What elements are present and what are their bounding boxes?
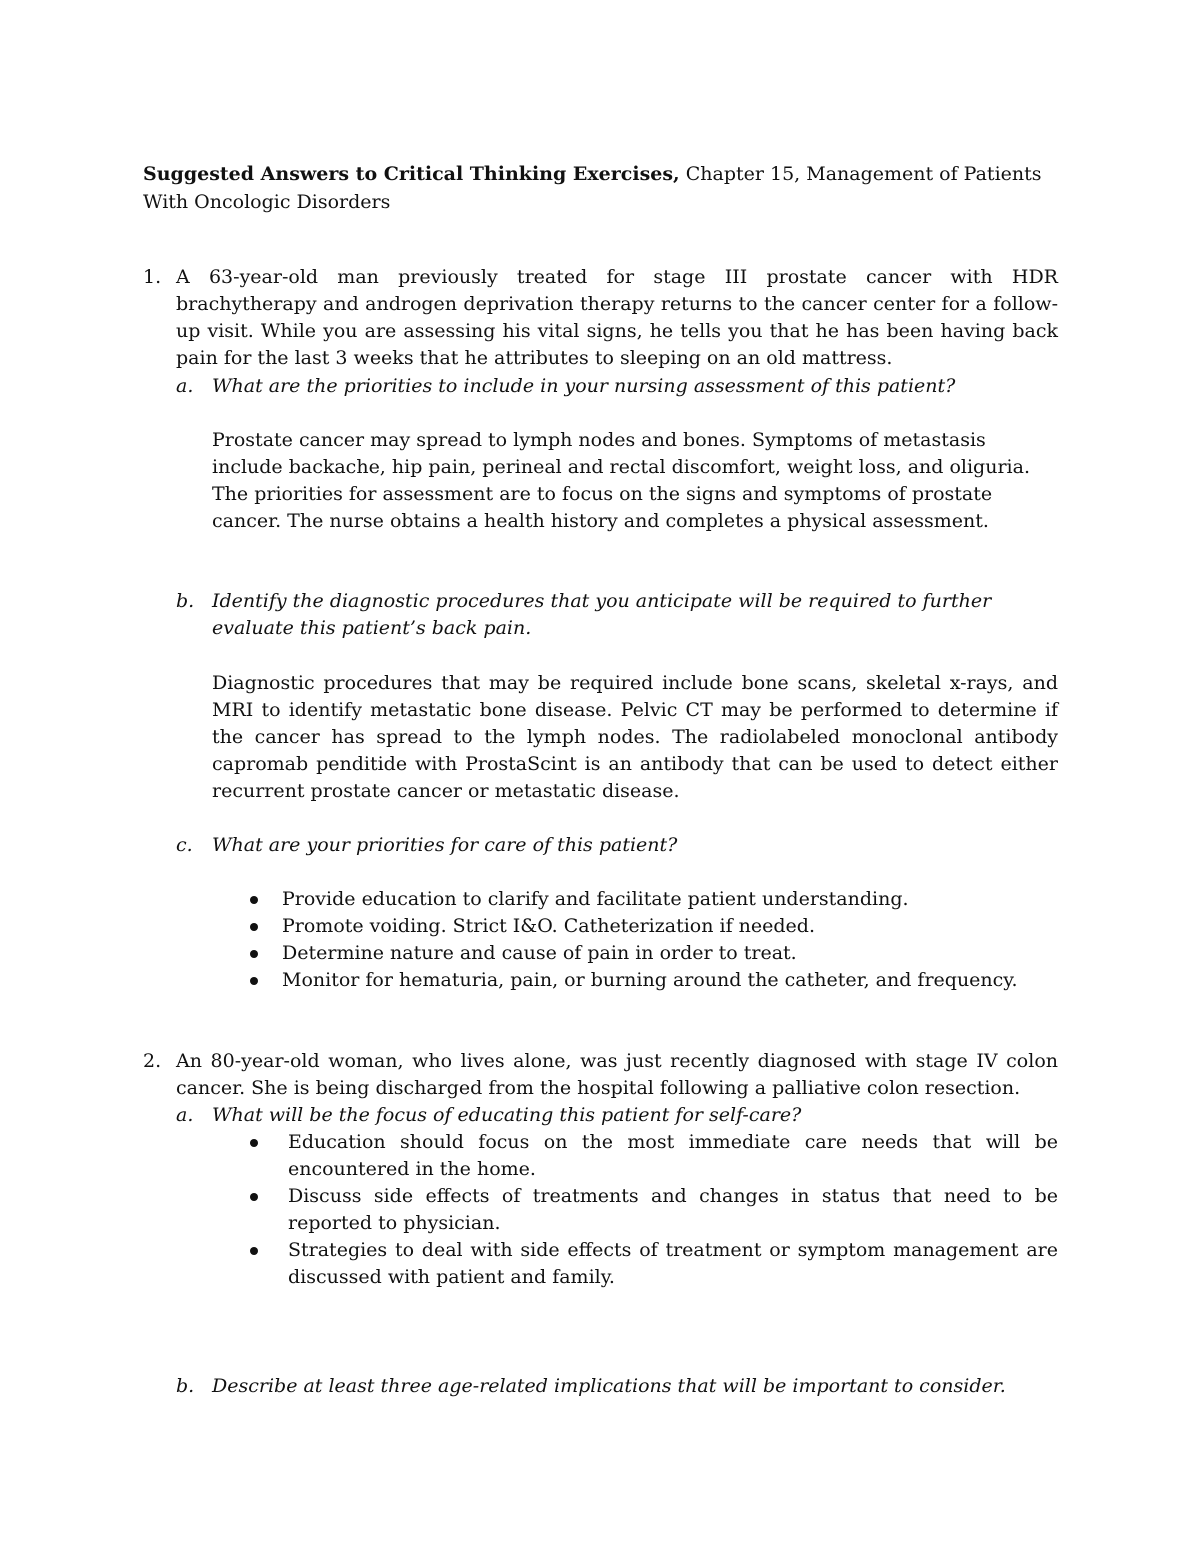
answer-1a — [212, 427, 1058, 535]
bullet-icon — [250, 1139, 258, 1147]
list-item: Promote voiding. Strict I&O. Catheterization if needed. — [212, 913, 1058, 940]
title-rest: Chapter 15, Management of Patients With Oncologic Disorders — [143, 163, 1042, 213]
question-1c-text: What are your priorities for care of this patient? — [212, 834, 678, 856]
bullet-icon — [250, 1193, 258, 1201]
question-1-text: A 63-year-old man previously treated for stage III prostate cancer with HDR brachytherapy and androgen deprivation therapy returns to the cancer center for a follow-up visit. While you are assessing his vital signs, he tells you that he has been having back pain for the last 3 weeks that he attributes to sleeping on an old mattress. — [176, 266, 1058, 369]
question-1b-letter: b. — [176, 590, 195, 612]
answer-1b: Diagnostic procedures that may be required include bone scans, skeletal x-rays, and MRI to identify metastatic bone disease. Pelvic CT may be performed to determine if the cancer has spread to the lymph nodes. The radiolabeled monoclonal antibody capromab penditide with ProstaScint is an antibody that can be used to detect either recurrent prostate cancer or metastatic disease. — [212, 672, 1058, 802]
bullet-icon — [250, 896, 258, 904]
question-1b-text: Identify the diagnostic procedures that you anticipate will be required to further evaluate this patient’s back pain. — [212, 590, 992, 639]
bullet-icon — [250, 923, 258, 931]
list-item: Education should focus on the most immediate care needs that will be encountered in the home. — [212, 1129, 1058, 1183]
answer-1a-line-2: The priorities for assessment are to focus on the signs and symptoms of prostate cancer. The nurse obtains a health history and completes a physical assessment. — [212, 483, 993, 532]
question-2b-letter: b. — [176, 1375, 195, 1397]
question-1a-letter: a. — [176, 375, 194, 397]
question-1c-letter: c. — [176, 834, 193, 856]
question-1a-text: What are the priorities to include in your nursing assessment of this patient? — [212, 375, 956, 397]
list-item: Monitor for hematuria, pain, or burning around the catheter, and frequency. — [212, 967, 1058, 994]
question-2-text: An 80-year-old woman, who lives alone, was just recently diagnosed with stage IV colon cancer. She is being discharged from the hospital following a palliative colon resection. — [176, 1050, 1058, 1099]
bullet-icon — [250, 1247, 258, 1255]
bullet-icon — [250, 950, 258, 958]
bullet-list-1c — [212, 886, 1058, 994]
list-item: Strategies to deal with side effects of treatment or symptom management are discussed with patient and family. — [212, 1237, 1058, 1291]
bullet-icon — [250, 977, 258, 985]
question-1-number: 1. — [143, 266, 162, 288]
list-item: Discuss side effects of treatments and changes in status that need to be reported to physician. — [212, 1183, 1058, 1237]
title-bold: Suggested Answers to Critical Thinking Exercises, — [143, 163, 680, 185]
question-2-number: 2. — [143, 1050, 162, 1072]
document-title — [143, 160, 1063, 216]
list-item: Provide education to clarify and facilitate patient understanding. — [212, 886, 1058, 913]
bullet-list-2a — [212, 1129, 1058, 1291]
question-2a-letter: a. — [176, 1104, 194, 1126]
list-item: Determine nature and cause of pain in order to treat. — [212, 940, 1058, 967]
question-2a-text: What will be the focus of educating this patient for self-care? — [212, 1104, 802, 1126]
answer-1a-line-1: Prostate cancer may spread to lymph nodes and bones. Symptoms of metastasis include backache, hip pain, perineal and rectal discomfort, weight loss, and oliguria. — [212, 429, 1030, 478]
question-2b-text: Describe at least three age-related implications that will be important to consider. — [212, 1375, 1006, 1397]
